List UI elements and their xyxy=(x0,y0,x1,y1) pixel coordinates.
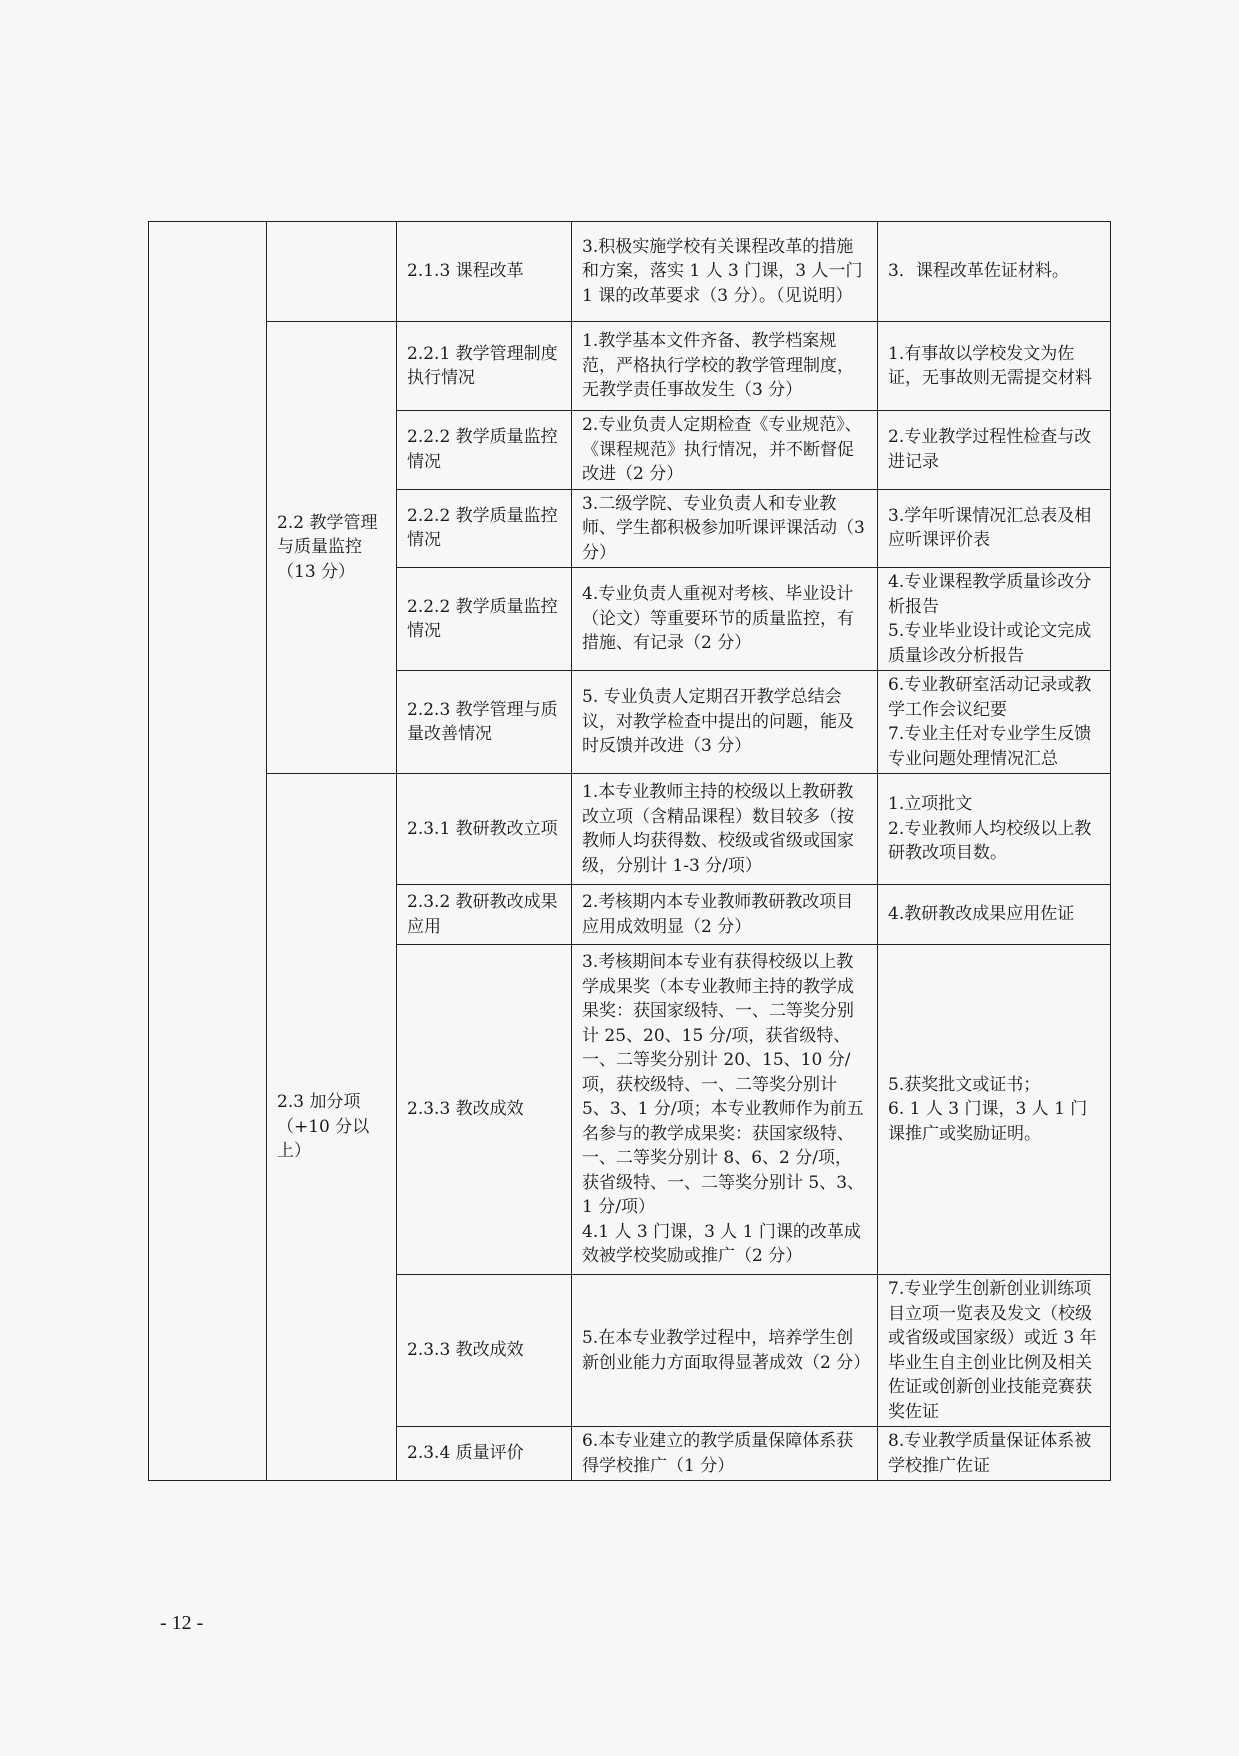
evidence-cell xyxy=(878,671,1111,774)
evidence-cell xyxy=(878,945,1111,1275)
evidence-cell: 3．课程改革佐证材料。 xyxy=(878,222,1111,322)
indicator-cell: 2.3.2 教研教改成果应用 xyxy=(397,885,572,945)
category-cell xyxy=(149,222,267,1481)
criteria-cell: 4.专业负责人重视对考核、毕业设计（论文）等重要环节的质量监控，有措施、有记录（2 分） xyxy=(572,568,878,671)
evidence-cell: 8.专业教学质量保证体系被学校推广佐证 xyxy=(878,1427,1111,1481)
indicator-cell: 2.2.1 教学管理制度执行情况 xyxy=(397,322,572,411)
criteria-cell: 6.本专业建立的教学质量保障体系获得学校推广（1 分） xyxy=(572,1427,878,1481)
evidence-cell: 4.教研教改成果应用佐证 xyxy=(878,885,1111,945)
table-row xyxy=(149,774,1111,885)
indicator-cell: 2.2.2 教学质量监控情况 xyxy=(397,411,572,490)
indicator-cell: 2.3.3 教改成效 xyxy=(397,1275,572,1427)
subcategory-2-3: 2.3 加分项（+10 分以上） xyxy=(267,774,397,1481)
indicator-cell: 2.1.3 课程改革 xyxy=(397,222,572,322)
criteria-cell: 3.积极实施学校有关课程改革的措施和方案，落实 1 人 3 门课，3 人一门 1 课的改革要求（3 分）。（见说明） xyxy=(572,222,878,322)
evidence-cell: 7.专业学生创新创业训练项目立项一览表及发文（校级或省级或国家级）或近 3 年毕业生自主创业比例及相关佐证或创新创业技能竞赛获奖佐证 xyxy=(878,1275,1111,1427)
criteria-cell: 5.在本专业教学过程中，培养学生创新创业能力方面取得显著成效（2 分） xyxy=(572,1275,878,1427)
criteria-item: 3.考核期间本专业有获得校级以上教学成果奖（本专业教师主持的教学成果奖：获国家级特、一、二等奖分别计 25、20、15 分/项，获省级特、一、二等奖分别计 20、15、10 分/项，获校级特、一、二等奖分别计 5、3、1 分/项；本专业教师作为前五名参与的教学成果奖：获国家级特、一、二等奖分别计 8、6、2 分/项，获省级特、一、二等奖分别计 5、3、1 分/项） xyxy=(582,952,865,1218)
subcategory-cell xyxy=(267,222,397,322)
evidence-cell: 1.有事故以学校发文为佐证，无事故则无需提交材料 xyxy=(878,322,1111,411)
criteria-cell: 3.二级学院、专业负责人和专业教师、学生都积极参加听课评课活动（3 分） xyxy=(572,489,878,568)
evidence-item: 5.获奖批文或证书； xyxy=(888,1074,1041,1095)
criteria-item: 4.1 人 3 门课，3 人 1 门课的改革成效被学校奖励或推广（2 分） xyxy=(582,1221,861,1267)
criteria-cell: 1.教学基本文件齐备、教学档案规范，严格执行学校的教学管理制度，无教学责任事故发生（3 分） xyxy=(572,322,878,411)
criteria-cell xyxy=(572,945,878,1275)
evidence-item: 4.专业课程教学质量诊改分析报告 xyxy=(888,572,1092,617)
indicator-cell: 2.2.2 教学质量监控情况 xyxy=(397,489,572,568)
evidence-item: 6. 1 人 3 门课，3 人 1 门课推广或奖励证明。 xyxy=(888,1099,1088,1144)
table-row xyxy=(149,222,1111,322)
evidence-item: 1.立项批文 xyxy=(888,794,973,815)
criteria-cell: 5. 专业负责人定期召开教学总结会议，对教学检查中提出的问题，能及时反馈并改进（3 分） xyxy=(572,671,878,774)
evidence-item: 2.专业教师人均校级以上教研教改项目数。 xyxy=(888,818,1092,864)
criteria-cell: 1.本专业教师主持的校级以上教研教改立项（含精品课程）数目较多（按教师人均获得数、校级或省级或国家级，分别计 1-3 分/项） xyxy=(572,774,878,885)
evidence-item: 6.专业教研室活动记录或教学工作会议纪要 xyxy=(888,675,1092,720)
indicator-cell: 2.3.4 质量评价 xyxy=(397,1427,572,1481)
evidence-cell: 2.专业教学过程性检查与改进记录 xyxy=(878,411,1111,490)
table-row xyxy=(149,322,1111,411)
evidence-cell: 3.学年听课情况汇总表及相应听课评价表 xyxy=(878,489,1111,568)
subcategory-2-2: 2.2 教学管理与质量监控（13 分） xyxy=(267,322,397,774)
evidence-item: 5.专业毕业设计或论文完成质量诊改分析报告 xyxy=(888,621,1092,666)
page-number: - 12 - xyxy=(160,1612,204,1634)
evidence-item: 7.专业主任对专业学生反馈专业问题处理情况汇总 xyxy=(888,724,1092,769)
criteria-cell: 2.考核期内本专业教师教研教改项目应用成效明显（2 分） xyxy=(572,885,878,945)
evaluation-table xyxy=(148,221,1111,1481)
evidence-cell xyxy=(878,774,1111,885)
indicator-cell: 2.2.2 教学质量监控情况 xyxy=(397,568,572,671)
indicator-cell: 2.2.3 教学管理与质量改善情况 xyxy=(397,671,572,774)
criteria-cell: 2.专业负责人定期检查《专业规范》、《课程规范》执行情况，并不断督促改进（2 分） xyxy=(572,411,878,490)
indicator-cell: 2.3.1 教研教改立项 xyxy=(397,774,572,885)
indicator-cell: 2.3.3 教改成效 xyxy=(397,945,572,1275)
evidence-cell xyxy=(878,568,1111,671)
